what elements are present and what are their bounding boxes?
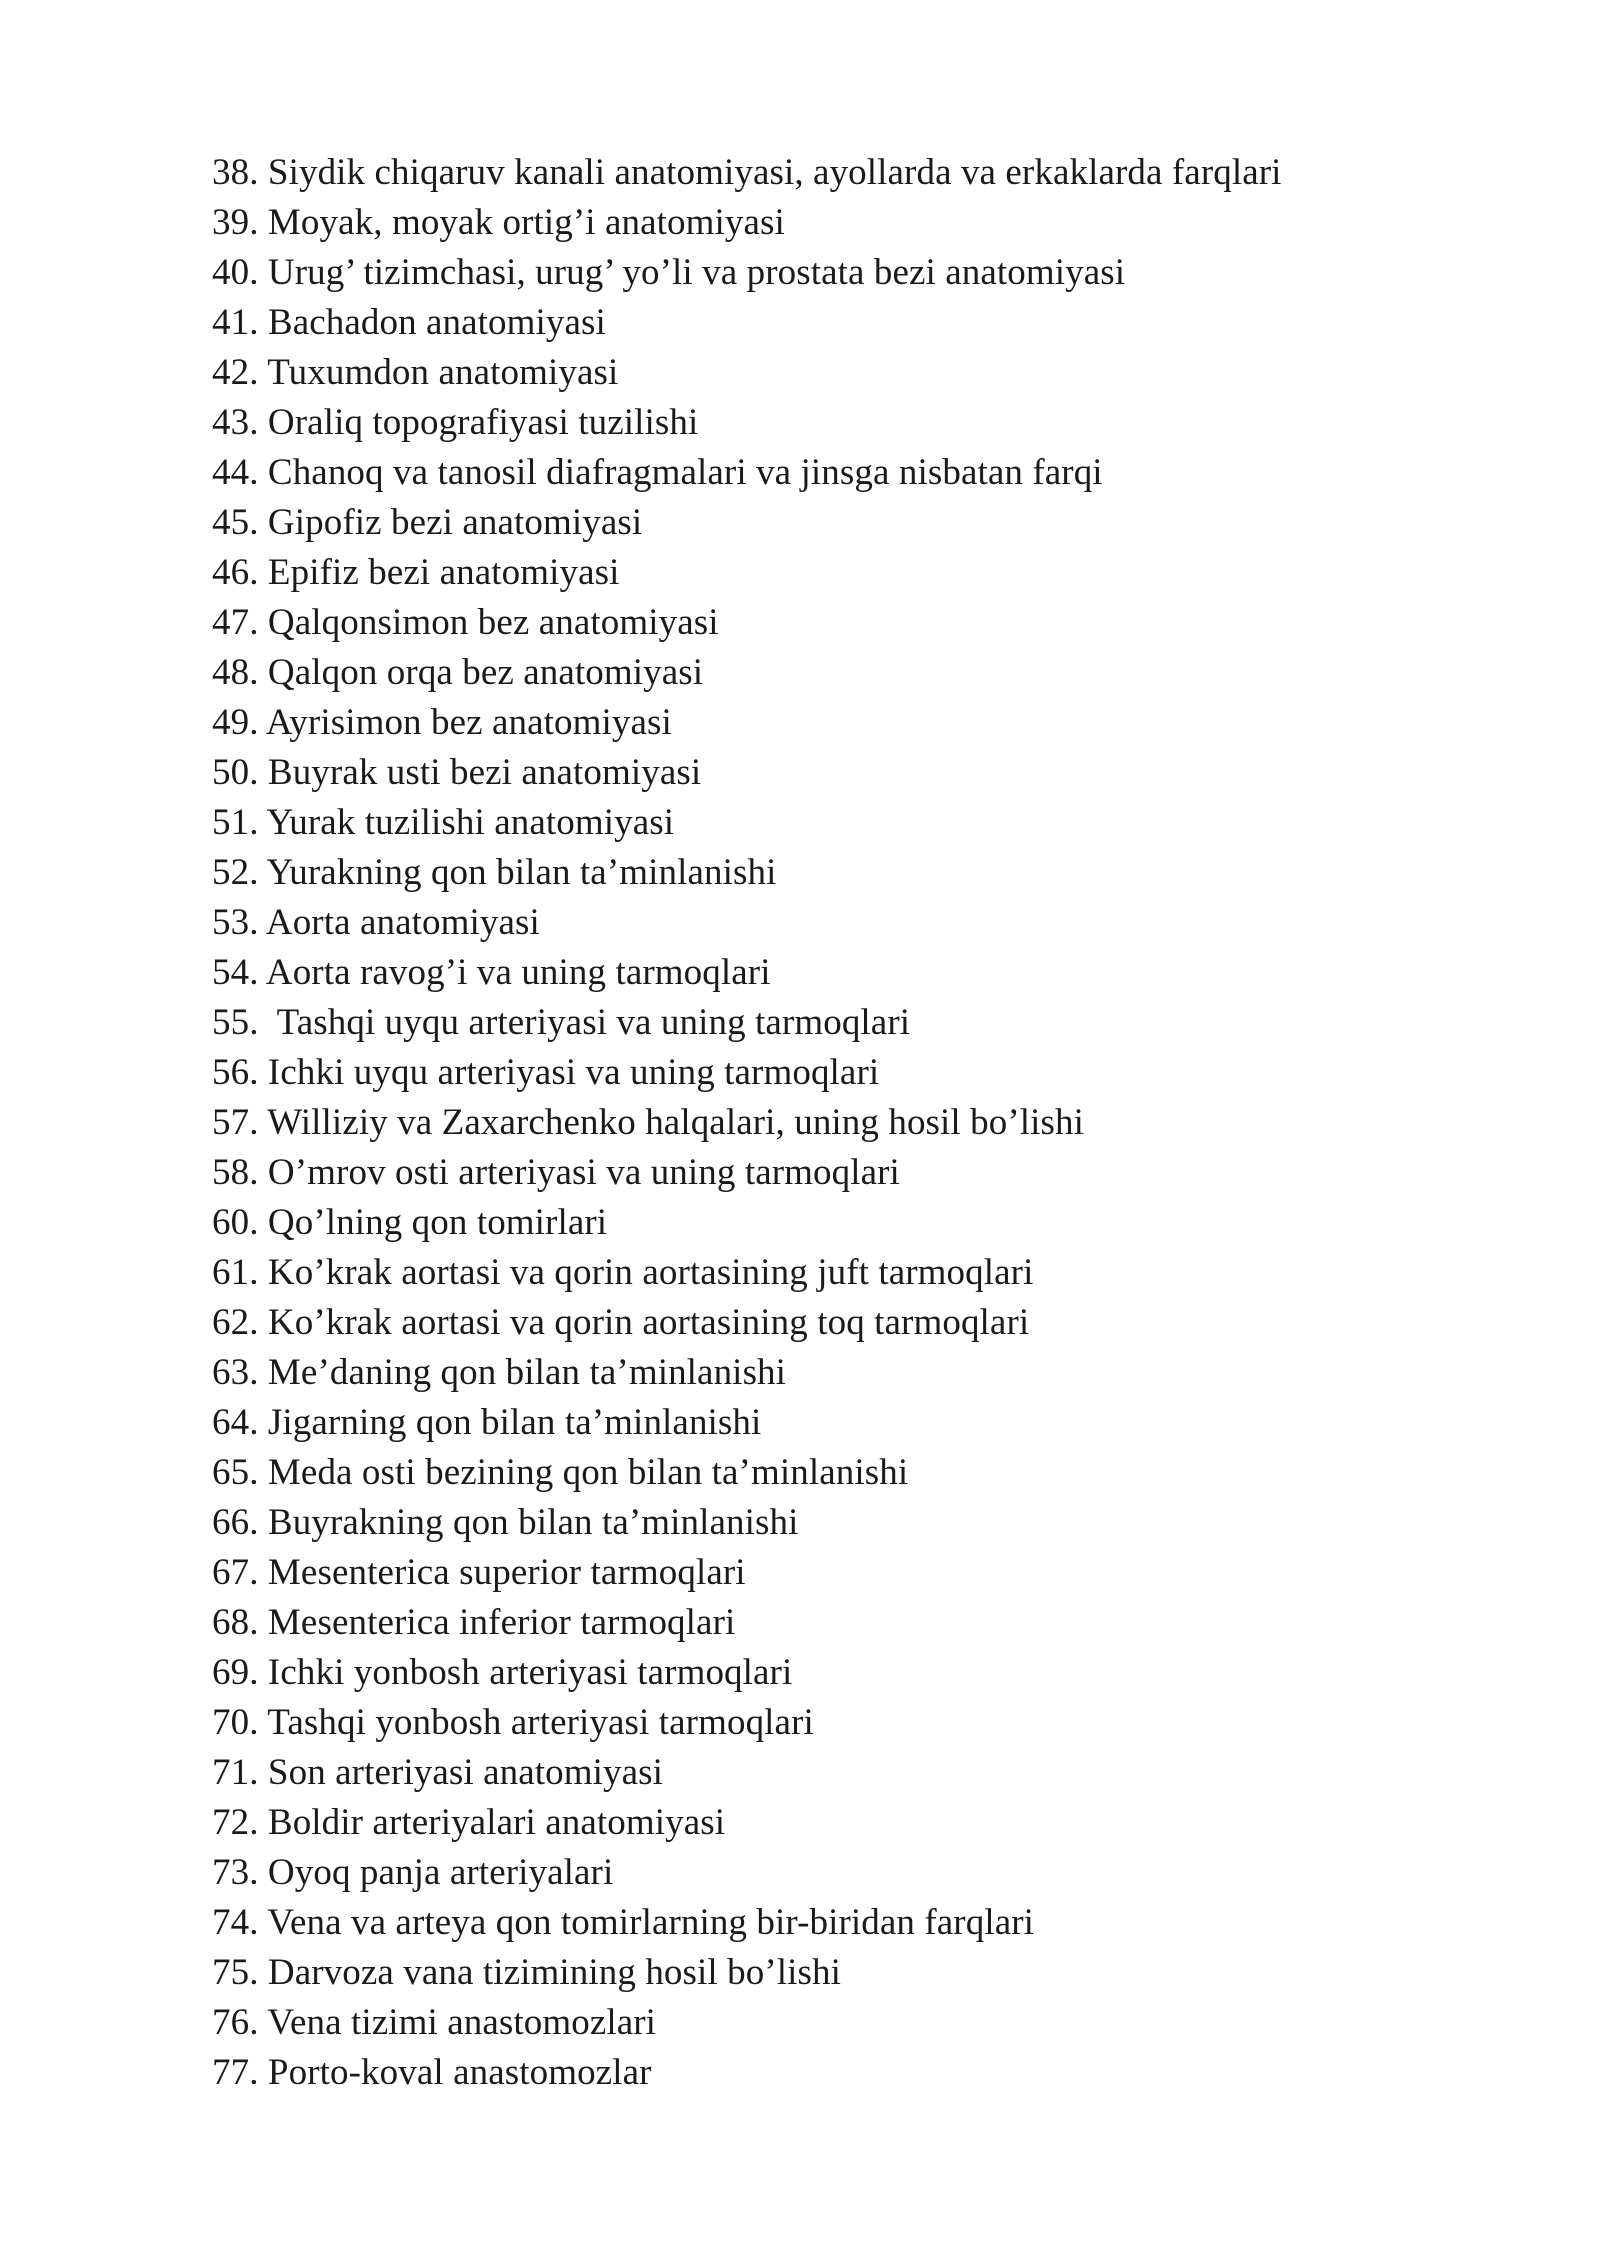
item-text: Ko’krak aortasi va qorin aortasining juft tarmoqlari	[267, 1252, 1034, 1293]
list-item	[212, 1748, 1282, 1798]
item-text: Vena va arteya qon tomirlarning bir-biridan farqlari	[267, 1902, 1035, 1943]
item-number: 46.	[212, 552, 259, 593]
item-text: Son arteriyasi anatomiyasi	[267, 1752, 664, 1793]
item-number: 66.	[212, 1502, 259, 1543]
list-item	[212, 1398, 1282, 1448]
item-number: 74.	[212, 1902, 259, 1943]
list-item	[212, 698, 1282, 748]
item-text: Oyoq panja arteriyalari	[267, 1852, 614, 1893]
item-text: Jigarning qon bilan ta’minlanishi	[267, 1402, 762, 1443]
list-item	[212, 1098, 1282, 1148]
item-text: Tuxumdon anatomiyasi	[267, 352, 619, 393]
list-item	[212, 1998, 1282, 2048]
topic-list	[212, 148, 1282, 2098]
item-number: 42.	[212, 352, 259, 393]
item-number: 77.	[212, 2052, 259, 2093]
item-number: 54.	[212, 952, 259, 993]
item-text: Qalqonsimon bez anatomiyasi	[267, 602, 719, 643]
item-number: 71.	[212, 1752, 259, 1793]
item-text: Mesenterica inferior tarmoqlari	[267, 1602, 736, 1643]
item-number: 65.	[212, 1452, 259, 1493]
item-text: O’mrov osti arteriyasi va uning tarmoqlari	[267, 1152, 900, 1193]
item-number: 50.	[212, 752, 259, 793]
list-item	[212, 1798, 1282, 1848]
item-text: Aorta anatomiyasi	[265, 902, 540, 943]
item-number: 58.	[212, 1152, 259, 1193]
list-item	[212, 748, 1282, 798]
list-item	[212, 998, 1282, 1048]
item-number: 72.	[212, 1802, 259, 1843]
item-text: Ichki yonbosh arteriyasi tarmoqlari	[267, 1652, 793, 1693]
item-text: Buyrakning qon bilan ta’minlanishi	[267, 1502, 799, 1543]
item-text: Siydik chiqaruv kanali anatomiyasi, ayollarda va erkaklarda farqlari	[267, 152, 1282, 193]
list-item	[212, 1598, 1282, 1648]
list-item	[212, 398, 1282, 448]
item-text: Tashqi yonbosh arteriyasi tarmoqlari	[267, 1702, 814, 1743]
item-text: Porto-koval anastomozlar	[267, 2052, 652, 2093]
list-item	[212, 148, 1282, 198]
list-item	[212, 898, 1282, 948]
item-number: 57.	[212, 1102, 259, 1143]
list-item	[212, 1548, 1282, 1598]
item-number: 73.	[212, 1852, 259, 1893]
item-number: 70.	[212, 1702, 259, 1743]
list-item	[212, 448, 1282, 498]
item-text: Ko’krak aortasi va qorin aortasining toq tarmoqlari	[267, 1302, 1030, 1343]
item-text: Yurak tuzilishi anatomiyasi	[266, 802, 675, 843]
item-number: 38.	[212, 152, 259, 193]
item-number: 68.	[212, 1602, 259, 1643]
list-item	[212, 1148, 1282, 1198]
item-number: 67.	[212, 1552, 259, 1593]
item-number: 56.	[212, 1052, 259, 1093]
item-number: 39.	[212, 202, 259, 243]
list-item	[212, 248, 1282, 298]
list-item	[212, 848, 1282, 898]
item-text: Meda osti bezining qon bilan ta’minlanishi	[267, 1452, 909, 1493]
item-number: 40.	[212, 252, 259, 293]
item-text: Yurakning qon bilan ta’minlanishi	[266, 852, 777, 893]
item-number: 75.	[212, 1952, 259, 1993]
item-text: Qo’lning qon tomirlari	[267, 1202, 608, 1243]
list-item	[212, 1948, 1282, 1998]
item-text: Me’daning qon bilan ta’minlanishi	[267, 1352, 787, 1393]
item-text: Darvoza vana tizimining hosil bo’lishi	[267, 1952, 841, 1993]
item-text: Ayrisimon bez anatomiyasi	[265, 702, 672, 743]
item-number: 44.	[212, 452, 259, 493]
item-text: Epifiz bezi anatomiyasi	[267, 552, 620, 593]
item-text: Bachadon anatomiyasi	[267, 302, 606, 343]
list-item	[212, 1898, 1282, 1948]
list-item	[212, 2048, 1282, 2098]
list-item	[212, 1348, 1282, 1398]
item-number: 69.	[212, 1652, 259, 1693]
list-item	[212, 548, 1282, 598]
item-number: 48.	[212, 652, 259, 693]
item-number: 43.	[212, 402, 259, 443]
item-number: 45.	[212, 502, 259, 543]
list-item	[212, 1298, 1282, 1348]
item-text: Gipofiz bezi anatomiyasi	[267, 502, 643, 543]
item-number: 61.	[212, 1252, 259, 1293]
list-item	[212, 1848, 1282, 1898]
item-number: 60.	[212, 1202, 259, 1243]
item-text: Urug’ tizimchasi, urug’ yo’li va prostata bezi anatomiyasi	[267, 252, 1126, 293]
item-number: 52.	[212, 852, 259, 893]
item-number: 47.	[212, 602, 259, 643]
list-item	[212, 348, 1282, 398]
item-number: 63.	[212, 1352, 259, 1393]
list-item	[212, 1698, 1282, 1748]
list-item	[212, 298, 1282, 348]
item-number: 49.	[212, 702, 259, 743]
item-text: Chanoq va tanosil diafragmalari va jinsga nisbatan farqi	[267, 452, 1103, 493]
item-number: 51.	[212, 802, 259, 843]
item-text: Qalqon orqa bez anatomiyasi	[267, 652, 704, 693]
list-item	[212, 198, 1282, 248]
list-item	[212, 648, 1282, 698]
item-text: Boldir arteriyalari anatomiyasi	[267, 1802, 726, 1843]
list-item	[212, 1248, 1282, 1298]
list-item	[212, 1048, 1282, 1098]
list-item	[212, 1498, 1282, 1548]
item-text: Oraliq topografiyasi tuzilishi	[267, 402, 699, 443]
item-number: 76.	[212, 2002, 259, 2043]
item-number: 64.	[212, 1402, 259, 1443]
item-text: Williziy va Zaxarchenko halqalari, uning hosil bo’lishi	[267, 1102, 1085, 1143]
item-text: Ichki uyqu arteriyasi va uning tarmoqlari	[267, 1052, 880, 1093]
list-item	[212, 1198, 1282, 1248]
item-number: 62.	[212, 1302, 259, 1343]
item-text: Mesenterica superior tarmoqlari	[267, 1552, 746, 1593]
item-text: Tashqi uyqu arteriyasi va uning tarmoqlari	[267, 1002, 911, 1043]
item-text: Aorta ravog’i va uning tarmoqlari	[265, 952, 771, 993]
item-text: Moyak, moyak ortig’i anatomiyasi	[267, 202, 785, 243]
list-item	[212, 598, 1282, 648]
list-item	[212, 1448, 1282, 1498]
item-number: 55.	[212, 1002, 259, 1043]
list-item	[212, 498, 1282, 548]
item-text: Vena tizimi anastomozlari	[267, 2002, 657, 2043]
list-item	[212, 798, 1282, 848]
item-number: 41.	[212, 302, 259, 343]
item-number: 53.	[212, 902, 259, 943]
item-text: Buyrak usti bezi anatomiyasi	[267, 752, 702, 793]
list-item	[212, 948, 1282, 998]
list-item	[212, 1648, 1282, 1698]
